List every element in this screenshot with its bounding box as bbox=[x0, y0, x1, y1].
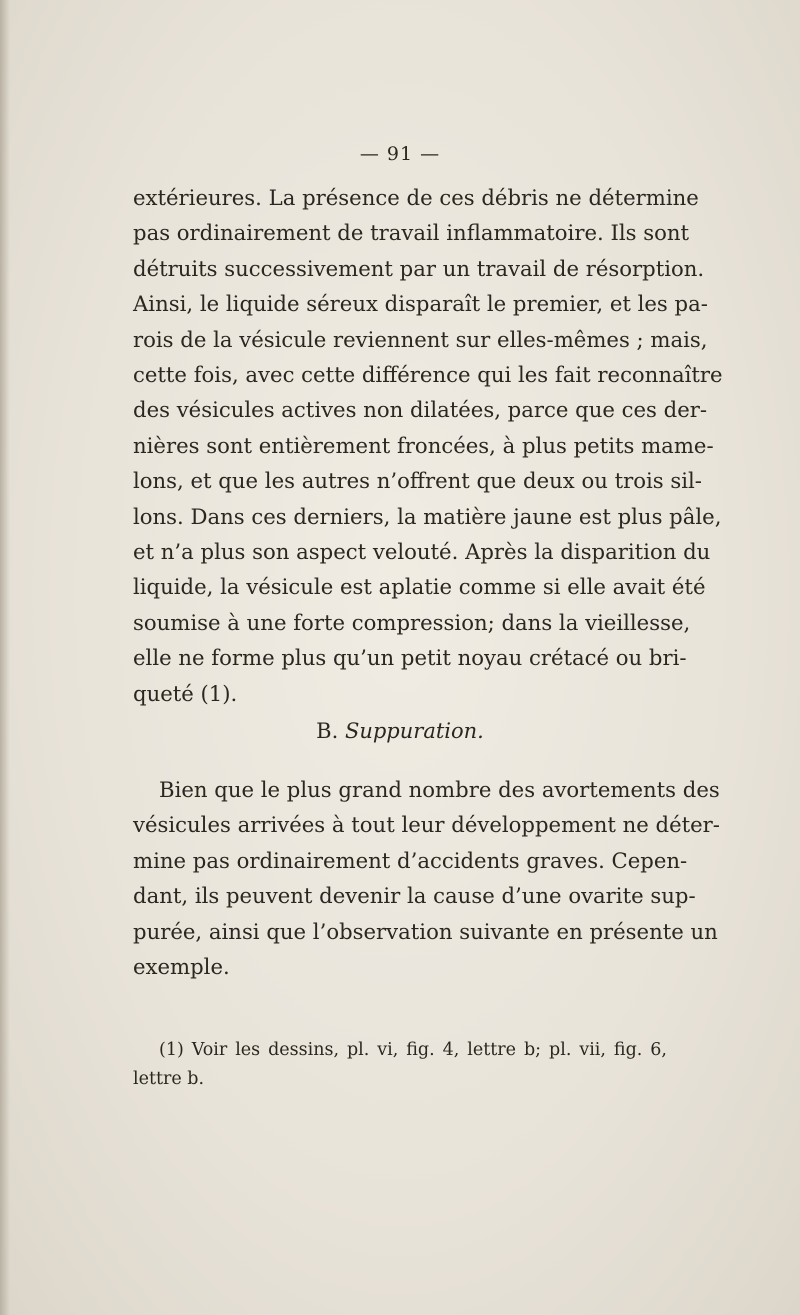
page-gutter-shadow bbox=[0, 0, 10, 1315]
text-line: exemple. bbox=[133, 954, 230, 980]
text-line: lons, et que les autres n’offrent que deux ou trois sil- bbox=[133, 468, 702, 494]
text-line: et n’a plus son aspect velouté. Après la disparition du bbox=[133, 539, 711, 565]
section-heading bbox=[0, 714, 800, 749]
text-line: Ainsi, le liquide séreux disparaît le premier, et les pa- bbox=[133, 291, 708, 317]
text-line: queté (1). bbox=[133, 680, 238, 706]
text-line: Bien que le plus grand nombre des avortements des bbox=[159, 777, 720, 802]
text-line: soumise à une forte compression; dans la vieillesse, bbox=[133, 609, 691, 635]
text-line: des vésicules actives non dilatées, parce que ces der- bbox=[133, 397, 708, 423]
text-line: vésicules arrivées à tout leur développement ne déter- bbox=[133, 812, 720, 838]
section-letter: B. bbox=[316, 719, 339, 743]
text-line: cette fois, avec cette différence qui les fait reconnaître bbox=[133, 362, 723, 388]
footnote-line: lettre b. bbox=[133, 1069, 205, 1089]
text-line: rois de la vésicule reviennent sur elles-mêmes ; mais, bbox=[133, 326, 708, 352]
footnote-line: (1) Voir les dessins, pl. vi, fig. 4, lettre b; pl. vii, fig. 6, bbox=[159, 1040, 667, 1060]
section-title: Suppuration. bbox=[344, 719, 484, 743]
text-line: elle ne forme plus qu’un petit noyau crétacé ou bri- bbox=[133, 645, 687, 671]
text-line: pas ordinairement de travail inflammatoire. Ils sont bbox=[133, 220, 689, 246]
text-line: extérieures. La présence de ces débris ne détermine bbox=[133, 185, 699, 210]
paragraph-1 bbox=[133, 180, 723, 711]
text-line: purée, ainsi que l’observation suivante en présente un bbox=[133, 918, 718, 944]
text-line: nières sont entièrement froncées, à plus petits mame- bbox=[133, 432, 714, 458]
paragraph-2 bbox=[133, 772, 720, 984]
text-line: liquide, la vésicule est aplatie comme si elle avait été bbox=[133, 574, 706, 600]
text-line: lons. Dans ces derniers, la matière jaune est plus pâle, bbox=[133, 503, 722, 529]
text-line: détruits successivement par un travail de résorption. bbox=[133, 255, 705, 281]
text-line: dant, ils peuvent devenir la cause d’une ovarite sup- bbox=[133, 883, 696, 909]
footnote bbox=[133, 1036, 667, 1094]
text-line: mine pas ordinairement d’accidents graves. Cepen- bbox=[133, 847, 688, 873]
page-number: — 91 — bbox=[359, 143, 441, 165]
